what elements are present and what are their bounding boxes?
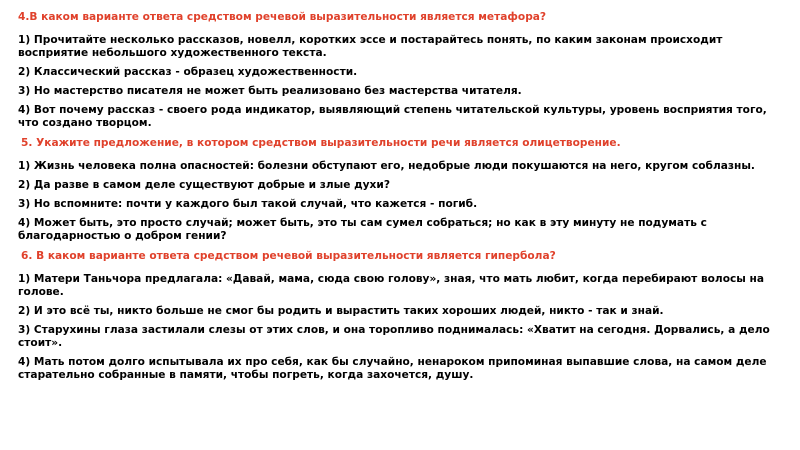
question-4-option-3: 3) Но мастерство писателя не может быть реализовано без мастерства читателя. — [18, 85, 522, 97]
question-list — [18, 10, 783, 388]
question-6-option-4: 4) Мать потом долго испытывала их про себя, как бы случайно, ненароком припоминая выпавшие слова, на самом деле старательно собранные в памяти, чтобы погреть, когда захочется, душу. — [18, 356, 767, 381]
question-6-title: 6. В каком варианте ответа средством речевой выразительности является гипербола? — [21, 250, 556, 262]
question-4-option-2: 2) Классический рассказ - образец художественности. — [18, 66, 358, 78]
question-6-option-1: 1) Матери Таньчора предлагала: «Давай, мама, сюда свою голову», зная, что мать любит, когда перебирают волосы на голове. — [18, 273, 764, 298]
question-5-option-4: 4) Может быть, это просто случай; может быть, это ты сам сумел собраться; но как в эту минуту не подумать с благодарностью о добром гении? — [18, 217, 707, 242]
question-5-title: 5. Укажите предложение, в котором средством выразительности речи является олицетворение. — [21, 137, 621, 149]
question-5-option-2: 2) Да разве в самом деле существуют добрые и злые духи? — [18, 179, 390, 191]
question-6-option-2: 2) И это всё ты, никто больше не смог бы родить и вырастить таких хороших людей, никто - так и знай. — [18, 305, 664, 317]
question-5-option-3: 3) Но вспомните: почти у каждого был такой случай, что кажется - погиб. — [18, 198, 478, 210]
question-4-option-4: 4) Вот почему рассказ - своего рода индикатор, выявляющий степень читательской культуры, уровень восприятия того, что создано творцом. — [18, 104, 767, 129]
question-5-option-1: 1) Жизнь человека полна опасностей: болезни обступают его, недобрые люди покушаются на него, кругом соблазны. — [18, 160, 755, 172]
question-4-title: 4.В каком варианте ответа средством речевой выразительности является метафора? — [18, 11, 547, 23]
question-4-option-1: 1) Прочитайте несколько рассказов, новелл, коротких эссе и постарайтесь понять, по каким законам происходит восприятие небольшого художественного текста. — [18, 34, 723, 59]
question-6-option-3: 3) Старухины глаза застилали слезы от этих слов, и она торопливо поднималась: «Хватит на сегодня. Дорвались, а дело стоит». — [18, 324, 770, 349]
